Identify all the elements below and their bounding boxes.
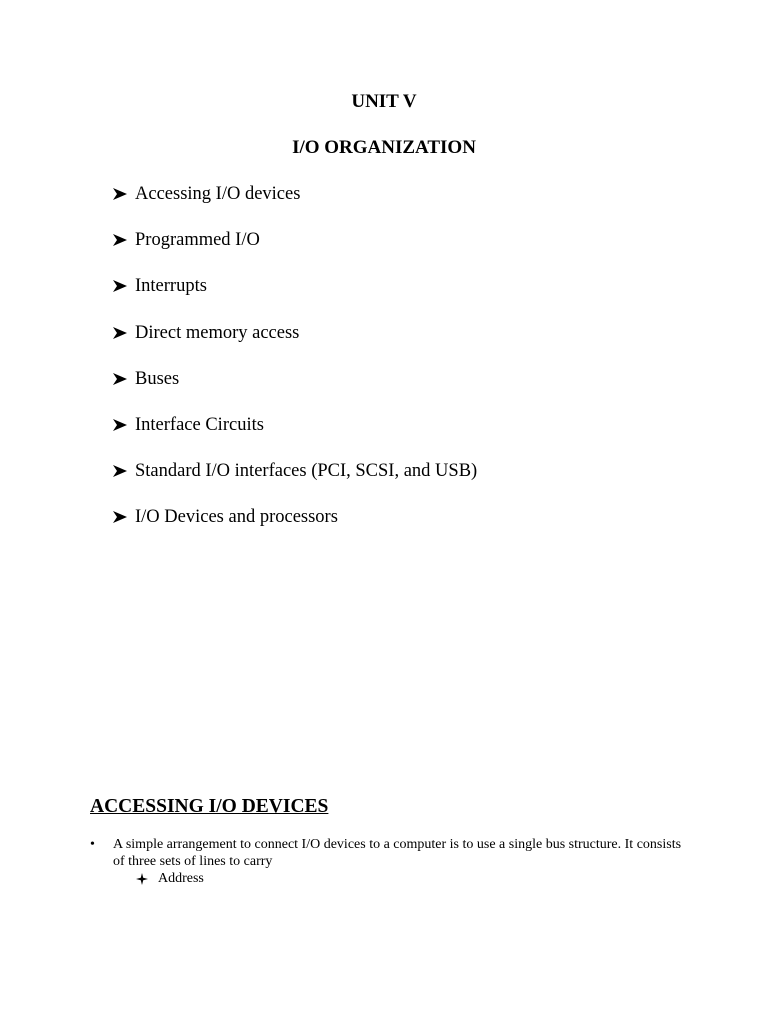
arrow-bullet-icon xyxy=(113,274,135,298)
topic-label: Interrupts xyxy=(135,276,207,297)
topic-label: Accessing I/O devices xyxy=(135,184,301,204)
topic-item xyxy=(113,505,477,551)
accessing-io-devices-heading: ACCESSING I/O DEVICES xyxy=(90,796,329,817)
topic-list xyxy=(113,182,477,552)
arrow-bullet-icon xyxy=(113,459,135,483)
topic-label: Standard I/O interfaces (PCI, SCSI, and USB) xyxy=(135,461,478,482)
topic-item xyxy=(113,459,477,505)
arrow-bullet-icon xyxy=(113,228,135,252)
arrow-bullet-icon xyxy=(113,182,135,206)
topic-item xyxy=(113,274,477,320)
diamond-bullet-icon xyxy=(136,873,158,885)
arrow-bullet-icon xyxy=(113,321,135,345)
arrow-bullet-icon xyxy=(113,505,135,529)
sub-list-item xyxy=(136,870,204,887)
sub-item-label: Address xyxy=(158,871,204,886)
arrow-bullet-icon xyxy=(113,413,135,437)
bullet-dot-icon: • xyxy=(90,837,95,852)
bullet-paragraph xyxy=(90,836,690,870)
topic-label: Direct memory access xyxy=(135,322,300,343)
topic-label: Programmed I/O xyxy=(135,230,260,251)
unit-title: UNIT V xyxy=(351,91,417,112)
topic-label: I/O Devices and processors xyxy=(135,507,338,528)
topic-label: Interface Circuits xyxy=(135,414,264,435)
paragraph-text: A simple arrangement to connect I/O devices to a computer is to use a single bus structure. It consists of three sets of lines to carry xyxy=(113,837,682,869)
topic-item xyxy=(113,367,477,413)
topic-item xyxy=(113,228,477,274)
arrow-bullet-icon xyxy=(113,367,135,391)
topic-item xyxy=(113,321,477,367)
topic-item xyxy=(113,413,477,459)
topic-label: Buses xyxy=(135,368,180,389)
section-title: I/O ORGANIZATION xyxy=(292,137,476,158)
topic-item xyxy=(113,182,477,228)
